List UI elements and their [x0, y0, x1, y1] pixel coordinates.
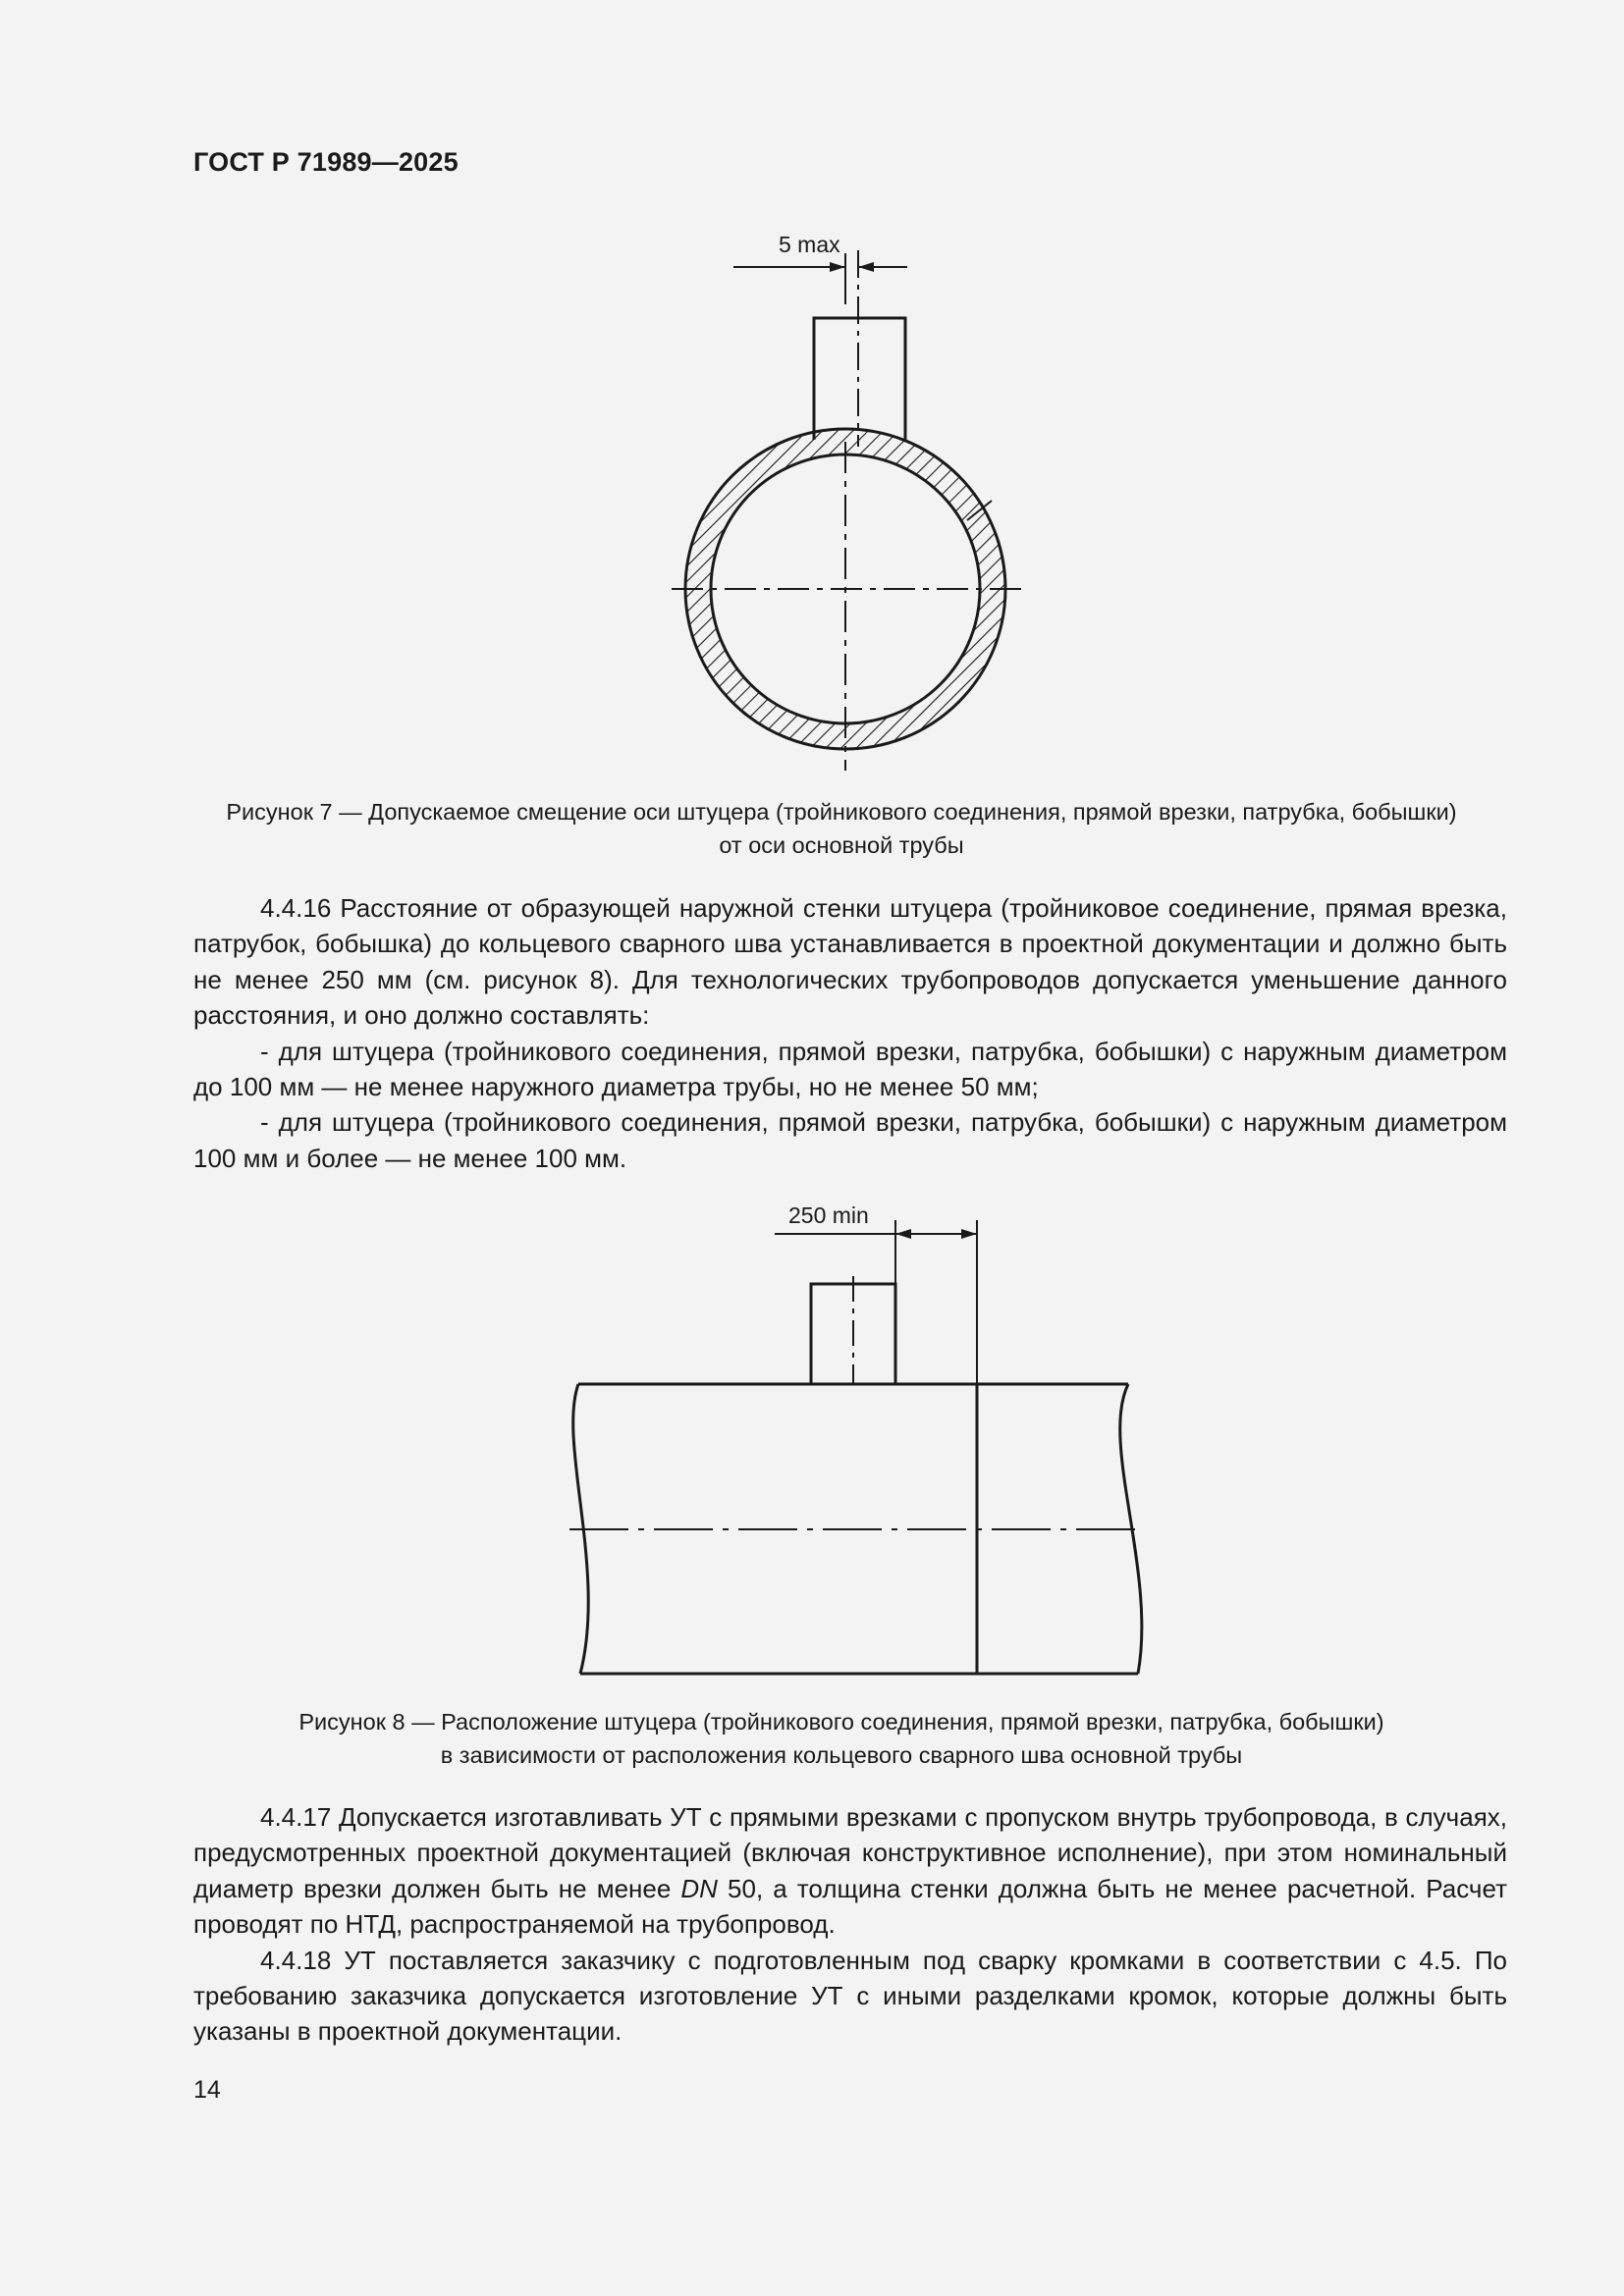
page-number: 14: [193, 2076, 221, 2104]
figure-7-dim-label: 5 max: [779, 232, 840, 257]
paragraph-4-4-18: 4.4.18 УТ поставляется заказчику с подготовленным под сварку кромками в соответствии с 4.5. По требованию заказчика допускается изготовление УТ с иными разделками кромок, которые должны быть указаны в проектной документации.: [193, 1945, 1507, 2047]
list-item-2: - для штуцера (тройникового соединения, прямой врезки, патрубка, бобышки) с наружным диаметром 100 мм и более — не менее 100 мм.: [193, 1107, 1507, 1173]
figure-8-dim-label: 250 min: [788, 1202, 869, 1228]
figure-7-caption: Рисунок 7 — Допускаемое смещение оси штуцера (тройникового соединения, прямой врезки, патрубка, бобышки) от оси основной трубы: [226, 799, 1457, 858]
section-4-4-16: [193, 890, 1507, 1176]
figure-8-caption: Рисунок 8 — Расположение штуцера (тройникового соединения, прямой врезки, патрубка, бобышки) в зависимости от расположения кольцевого сварного шва основной трубы: [298, 1709, 1384, 1768]
paragraph-4-4-16: 4.4.16 Расстояние от образующей наружной стенки штуцера (тройниковое соединение, прямая врезка, патрубок, бобышка) до кольцевого сварного шва устанавливается в проектной документации и должно быть не менее 250 мм (см. рисунок 8). Для технологических трубопроводов допускается уменьшение данного расстояния, и оно должно составлять:: [193, 893, 1507, 1031]
dn-symbol: DN: [680, 1873, 718, 1903]
list-item-1: - для штуцера (тройникового соединения, прямой врезки, патрубка, бобышки) с наружным диаметром до 100 мм — не менее наружного диаметра трубы, но не менее 50 мм;: [193, 1036, 1507, 1102]
dimension-arrow-left: [830, 262, 845, 272]
dimension-arrow-left: [895, 1229, 911, 1239]
fitting-outline: [814, 318, 905, 440]
dimension-arrow-right: [961, 1229, 977, 1239]
document-code-header: ГОСТ Р 71989—2025: [193, 147, 459, 177]
section-4-4-17-and-4-4-18: [193, 1799, 1507, 2050]
figure-8-drawing: [560, 1193, 1149, 1683]
paragraph-4-4-17: 4.4.17 Допускается изготавливать УТ с прямыми врезками с пропуском внутрь трубопровода, в случаях, предусмотренных проектной документацией (включая конструктивное исполнение), при этом номинальный диаметр врезки должен быть не менее DN 50, а толщина стенки должна быть не менее расчетной. Расчет проводят по НТД, распространяемой на трубопровод.: [193, 1802, 1507, 1940]
dimension-arrow-right: [858, 262, 874, 272]
figure-7-drawing: [638, 221, 1051, 780]
